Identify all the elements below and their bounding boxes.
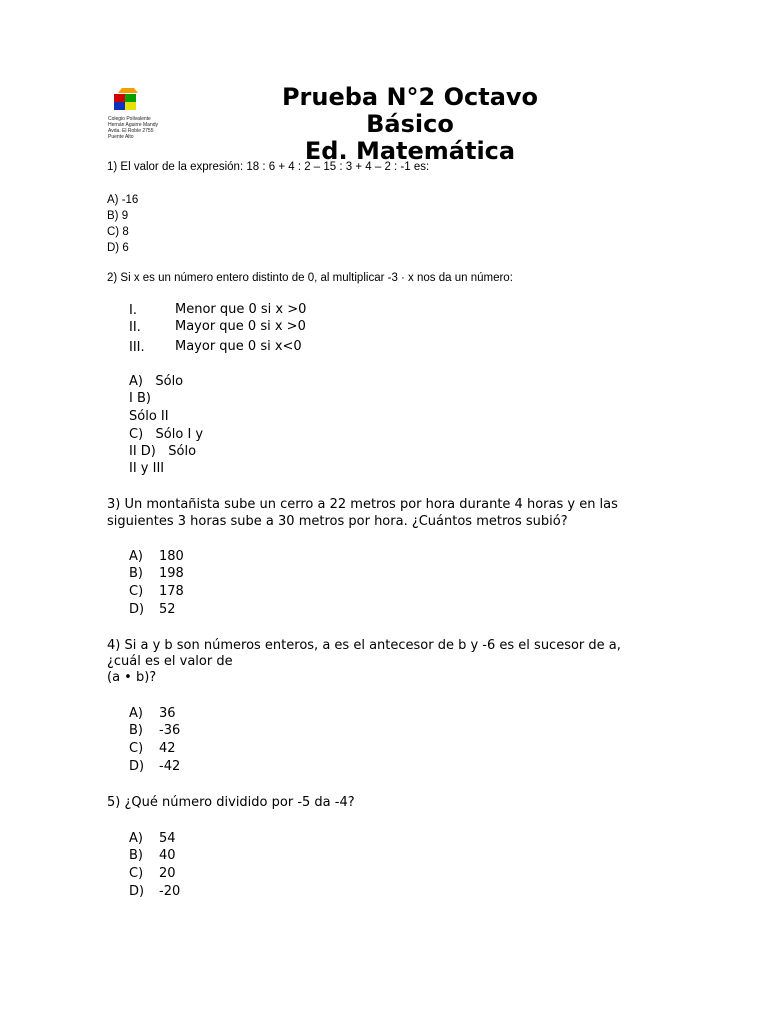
q4-option-label: A) <box>129 706 143 721</box>
q2-answer-line: Sólo II <box>129 409 169 424</box>
question-4-line: ¿cuál es el valor de <box>107 654 233 669</box>
q2-answer-line: C) Sólo I y <box>129 427 204 442</box>
q4-option-value: -42 <box>159 759 181 774</box>
q5-option-label: A) <box>129 831 143 846</box>
q2-answer-line: A) Sólo <box>129 374 184 389</box>
question-4-line: (a • b)? <box>107 670 157 685</box>
q1-option-a: A) -16 <box>107 194 139 206</box>
logo-line: Colegio Polivalente <box>108 116 151 122</box>
q3-option-label: B) <box>129 566 143 581</box>
q3-option-value: 180 <box>159 549 184 564</box>
q5-option-value: 20 <box>159 866 176 881</box>
q2-answer-line: II D) Sólo <box>129 444 197 459</box>
q5-option-label: D) <box>129 884 145 899</box>
q3-option-value: 178 <box>159 584 184 599</box>
title-line-1: Prueba N°2 Octavo <box>281 83 539 111</box>
q5-option-value: 54 <box>159 831 176 846</box>
question-5: 5) ¿Qué número dividido por -5 da -4? <box>107 795 355 810</box>
q2-statement-text: Menor que 0 si x >0 <box>175 302 307 317</box>
q2-statement-text: Mayor que 0 si x >0 <box>175 319 306 334</box>
q2-statement-num: III. <box>129 340 145 355</box>
q1-option-d: D) 6 <box>107 242 129 254</box>
question-3-line: 3) Un montañista sube un cerro a 22 metros por hora durante 4 horas y en las <box>107 497 618 512</box>
q1-option-b: B) 9 <box>107 210 129 222</box>
question-4-line: 4) Si a y b son números enteros, a es el antecesor de b y -6 es el sucesor de a, <box>107 638 621 653</box>
q2-answer-line: I B) <box>129 391 151 406</box>
logo-line: Avda. El Roble 2755 <box>108 128 154 134</box>
q2-answer-line: II y III <box>129 461 165 476</box>
q4-option-label: B) <box>129 723 143 738</box>
q3-option-value: 52 <box>159 602 176 617</box>
q3-option-value: 198 <box>159 566 184 581</box>
q2-statement-text: Mayor que 0 si x<0 <box>175 339 302 354</box>
school-logo <box>108 88 178 150</box>
q4-option-value: -36 <box>159 723 181 738</box>
title-line-2: Básico <box>366 110 454 138</box>
q2-statement-num: I. <box>129 303 137 318</box>
q4-option-label: C) <box>129 741 144 756</box>
page-title <box>210 83 610 165</box>
q3-option-label: C) <box>129 584 144 599</box>
q5-option-value: -20 <box>159 884 181 899</box>
question-2: 2) Si x es un número entero distinto de 0, al multiplicar -3 · x nos da un número: <box>107 272 513 284</box>
q1-option-c: C) 8 <box>107 226 129 238</box>
question-1: 1) El valor de la expresión: 18 : 6 + 4 : 2 – 15 : 3 + 4 – 2 : -1 es: <box>107 161 430 173</box>
logo-squares-icon <box>108 88 152 114</box>
logo-line: Puente Alto <box>108 134 134 140</box>
q2-statement-num: II. <box>129 320 141 335</box>
title-line-3: Ed. Matemática <box>304 137 516 165</box>
logo-caption <box>108 116 178 140</box>
q3-option-label: A) <box>129 549 143 564</box>
logo-line: Hernán Aguirre Mandy <box>108 122 159 128</box>
q5-option-label: C) <box>129 866 144 881</box>
q4-option-value: 42 <box>159 741 176 756</box>
q4-option-value: 36 <box>159 706 176 721</box>
q3-option-label: D) <box>129 602 145 617</box>
q5-option-value: 40 <box>159 848 176 863</box>
q5-option-label: B) <box>129 848 143 863</box>
q4-option-label: D) <box>129 759 145 774</box>
question-3-line: siguientes 3 horas sube a 30 metros por hora. ¿Cuántos metros subió? <box>107 514 568 529</box>
